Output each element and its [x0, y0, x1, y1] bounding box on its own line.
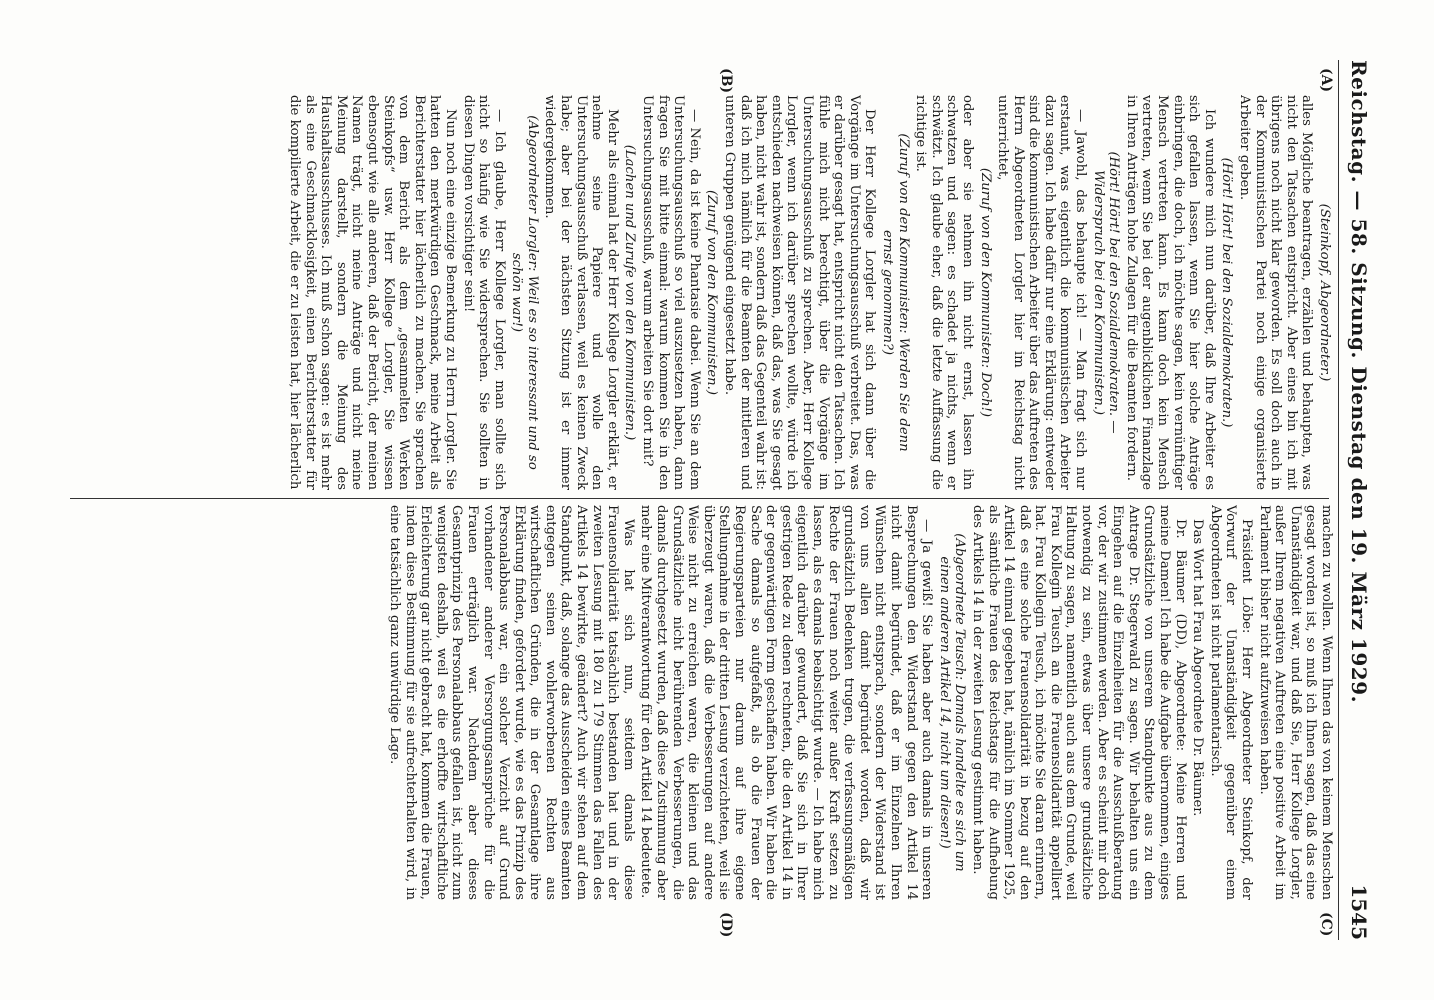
interjection: (Abgeordnete Teusch: Damals handelte es sich um einen anderen Artikel 14, nicht um diesen!) [936, 533, 968, 872]
margin-marker-d: (D) [718, 912, 734, 938]
paragraph: — Jawohl, das behaupte ich! — Man fragt sich nur erstaunt, was eigentlich die kommunistischen Arbeiter dazu sagen. Ich habe dafür nur eine Erklärung: entweder sind die kommunistischen Arbeiter über das Auftreten des Herrn Abgeordneten Lorgler hier im Reichstag nicht unterrichtet, [995, 95, 1089, 490]
interjection: (Abgeordneter Lorgler: Weil es so interessant und so schön war!) [509, 115, 540, 470]
paragraph: Der Herr Kollege Lorgler hat sich dann über die Vorgänge im Untersuchungsausschuß verbreitet. Das, was er darüber gesagt hat, entspricht nicht den Tatsachen. Ich fühle mich nicht berechtigt, über die Vorgänge im Untersuchungsausschuß zu sprechen. Aber, Herr Kollege Lorgler, wenn ich darüber sprechen wollte, würde ich entschieden nachweisen können, daß das, was Sie gesagt haben, nicht wahr ist, sondern daß das Gegenteil wahr ist: daß ich mich nämlich für die Beamten der mittleren und unteren Gruppen genügend eingesetzt habe. [722, 95, 878, 490]
paragraph: Präsident Löbe: Herr Abgeordneter Steinkopf, der Vorwurf der Unanständigkeit gegenüber einem Abgeordneten ist nicht parlamentarisch. [1207, 505, 1255, 900]
margin-marker-b: (B) [718, 68, 734, 94]
column-divider [70, 498, 1329, 499]
paragraph: Mehr als einmal hat der Herr Kollege Lorgler erklärt, er nehme seine Papiere und wolle den Untersuchungsausschuß verlassen, weil es keinen Zweck habe; aber bei der nächsten Sitzung ist er immer wiedergekommen. [542, 95, 620, 490]
speaker-label: (Steinkopf, Abgeordneter.) [1317, 203, 1332, 382]
interjection: (Lachen und Zurufe von den Kommunisten.) [622, 144, 638, 441]
paragraph: oder aber sie nehmen ihn nicht ernst, lassen ihn schwatzen und sagen: es schadet ja nichts, wenn er schwätzt. Ich glaube eher, daß die letzte Auffassung die richtige ist. [913, 95, 975, 490]
interjection: (Hört! Hört! bei den Sozialdemokraten.) [1219, 157, 1235, 428]
interjection: (Hört! Hört! bei den Sozialdemokraten. — Widerspruch bei den Kommunisten.) [1090, 151, 1122, 434]
paragraph: Was hat sich nun, seitdem damals diese Frauensolidarität tatsächlich bestanden hat und in der zweiten Lesung mit 180 zu 179 Stimmen das Fallen des Artikels 14 bewirkte, geändert? Auch wir stehen auf dem Standpunkt, daß, solange das Ausscheiden eines Beamten entgegen seinen wohlerworbenen Rechten aus wirtschaftlichen Gründen, die in der Gesamtlage ihre Erklärung finden, gefordert wurde, wie es das Prinzip des Personalabbaus war, ein solcher Verzicht auf Grund vorhandener anderer Versorgungsansprüche für die Frauen erträglich war. Nachdem aber dieses Gesamtprinzip des Personalabbaus gefallen ist, nicht zum wenigsten deshalb, weil es die erhoffte wirtschaftliche Erleichterung gar nicht gebracht hat, kommen die Frauen, indem diese Bestimmung für sie aufrechterhalten wird, in eine tatsächlich ganz unwürdige Lage. [386, 505, 636, 900]
paragraph: Dr. Bäumer (DD), Abgeordnete: Meine Herren und meine Damen! Ich habe die Aufgabe übernommen, einiges Grundsätzliche von unserem Standpunkte aus zu dem Antrage Dr. Stegerwald zu sagen. Wir behalten uns ein Eingehen auf die Einzelheiten für die Ausschußberatung vor, der wir zustimmen werden. Aber es scheint mir doch notwendig zu sein, etwas über unsere grundsätzliche Haltung zu sagen, namentlich auch aus dem Grunde, weil Frau Kollegin Teusch an die Frauensolidarität appelliert hat. Frau Kollegin Teusch, ich möchte Sie daran erinnern, daß es eine solche Frauensolidarität in bezug auf den Artikel 14 einmal gegeben hat, nämlich im Sommer 1925, als sämtliche Frauen des Reichstags für die Aufhebung des Artikels 14 in der zweiten Lesung gestimmt haben. [969, 505, 1188, 900]
margin-marker-a: (A) [1318, 68, 1334, 93]
paragraph: alles Mögliche beantragen, erzählen und behaupten, was nicht den Tatsachen entspricht. Aber eines bin ich mit übrigens noch nicht klar geworden. Es soll doch auch in der Kommunistischen Partei noch einige organisierte Arbeiter geben. [1237, 95, 1315, 490]
interjection: (Zuruf von den Kommunisten: Doch!) [977, 167, 993, 418]
paragraph: — Ja gewiß! Sie haben aber auch damals in unseren Besprechungen den Widerstand gegen den Artikel 14 nicht damit begründet, daß er im Einzelnen Ihren Wünschen nicht entsprach, sondern der Widerstand ist von uns allen damit begründet worden, daß wir grundsätzlich Bedenken trugen, die verfassungsmäßigen Rechte der Frauen noch weiter außer Kraft setzen zu lassen, als es damals beabsichtigt wurde. — Ich habe mich eigentlich darüber gewundert, daß Sie sich in Ihrer gestrigen Rede zu denen rechneten, die den Artikel 14 in der gegenwärtigen Form geschaffen haben. Wir haben die Sache damals so aufgefaßt, als ob die Frauen der Regierungsparteien nur darum auf ihre eigene Stellungnahme in der dritten Lesung verzichteten, weil sie überzeugt waren, daß die Verbesserungen auf andere Weise nicht zu erreichen waren, die kleinen und das Grundsätzliche nicht berührenden Verbesserungen, die damals durchgesetzt wurden, daß diese Zustimmung aber mehr eine Mitverantwortung für den Artikel 14 bedeutete. [638, 505, 935, 900]
interjection: (Zuruf von den Kommunisten.) [704, 189, 720, 396]
right-column [60, 505, 1334, 900]
page-header [1338, 60, 1379, 940]
paragraph: Das Wort hat Frau Abgeordnete Dr. Bäumer. [1190, 519, 1206, 817]
left-column [60, 95, 1334, 490]
interjection: (Zuruf von den Kommunisten: Werden Sie denn ernst genommen?) [879, 133, 911, 452]
paragraph: Ich wundere mich nun darüber, daß Ihre Arbeiter es sich gefallen lassen, wenn Sie hier solche Anträge einbringen, die doch, ich möchte sagen, kein vernünftiger Mensch vertreten kann. Es kann doch kein Mensch vertreten, wenn Sie bei der augenblicklichen Finanzlage in Ihren Anträgen hohe Zulagen für die Beamten fordern. [1123, 95, 1217, 490]
paragraph: — Ich glaube, Herr Kollege Lorgler, man sollte sich nicht so häufig wie Sie widersprechen. Sie sollten in diesen Dingen vorsichtiger sein! [460, 95, 507, 490]
margin-marker-c: (C) [1318, 912, 1334, 937]
page-number: 1545 [1347, 884, 1371, 940]
paragraph: — Nein, da ist keine Phantasie dabei. Wenn Sie an dem Untersuchungsausschuß so viel auszusetzen haben, dann fragen Sie mit bitte einmal: warum kommen Sie in den Untersuchungsausschuß, warum arbeiten Sie dort mit? [640, 95, 702, 490]
paragraph: Nun noch eine einzige Bemerkung zu Herrn Lorgler. Sie hatten den merkwürdigen Geschmack, meine Arbeit als Berichterstatter hier lächerlich zu machen. Sie sprachen von dem Bericht als dem „gesammelten Werken Steinkopfs“ usw. Herr Kollege Lorgler, Sie wissen ebensogut wie alle anderen, daß der Bericht, der meinen Namen trägt, nicht meine Anträge und nicht meine Meinung darstellt, sondern die Meinung des Haushaltsausschusses. Ich muß schon sagen: es ist mehr als eine Geschmacklosigkeit, einen Berichterstatter für die kompilierte Arbeit, die er zu leisten hat, hier lächerlich [287, 95, 458, 490]
page-title: Reichstag. — 58. Sitzung. Dienstag den 19. März 1929. [1347, 60, 1371, 704]
paragraph: machen zu wollen. Wenn Ihnen das von keinem Menschen gesagt worden ist, so muß ich Ihnen sagen, daß das eine Unanständigkeit war, und daß Sie, Herr Kollege Lorgler, außer Ihrem negativen Auftreten eine positive Arbeit im Parlament bisher nicht aufzuweisen haben. [1256, 505, 1334, 900]
